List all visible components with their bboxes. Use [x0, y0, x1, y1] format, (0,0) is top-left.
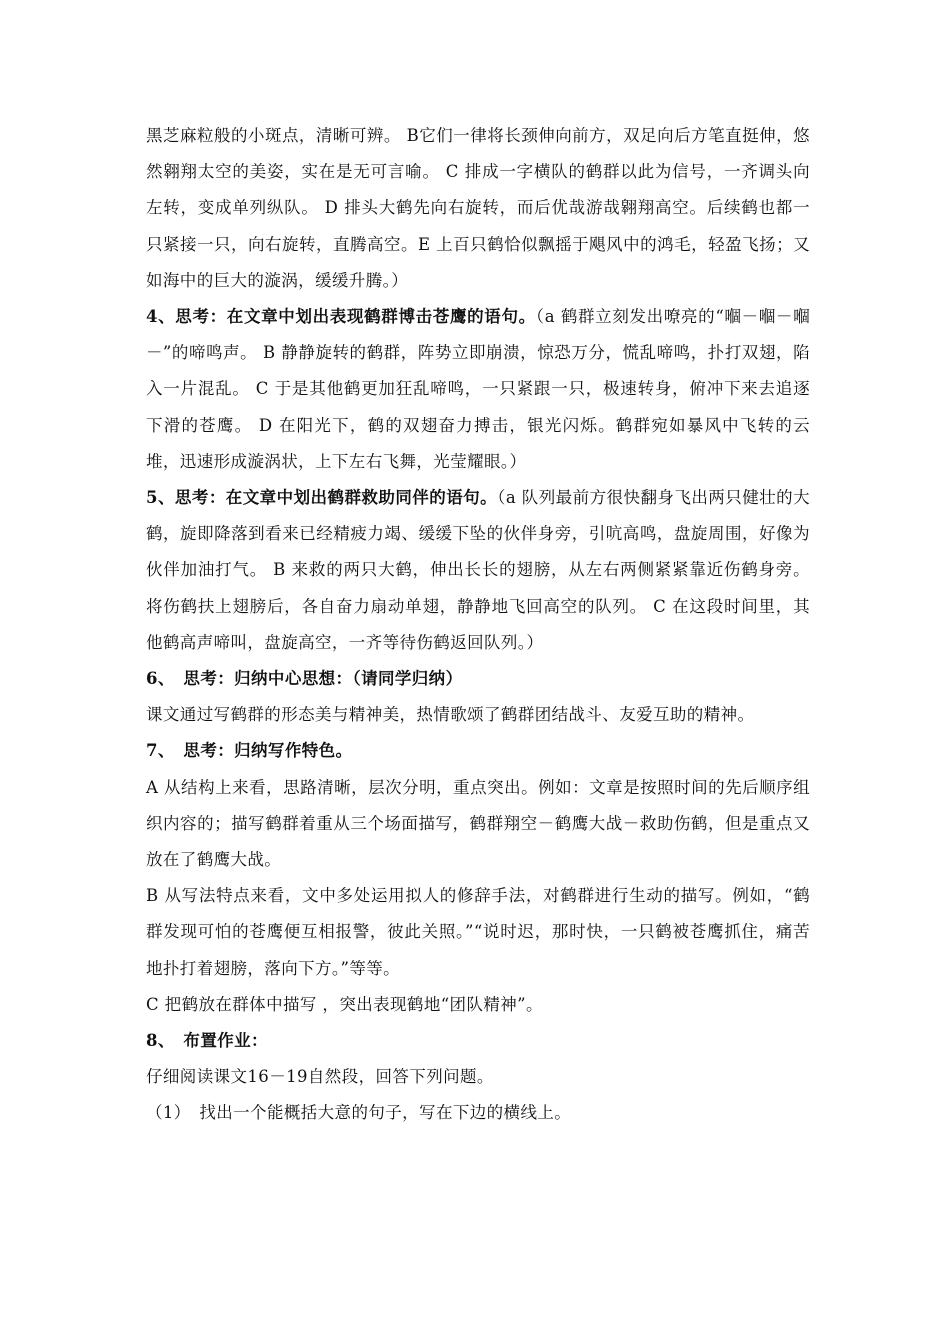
- question-8-text: 仔细阅读课文16－19自然段，回答下列问题。: [146, 1067, 494, 1087]
- paragraph-q3-answer-continued: 黑芝麻粒般的小斑点，清晰可辨。 B它们一律将长颈伸向前方，双足向后方笔直挺伸，悠然翱翔太空的美姿，实在是无可言喻。 C 排成一字横队的鹤群以此为信号，一齐调头向左转，变成单列纵队。 D 排头大鹤先向右旋转，而后优哉游哉翱翔高空。后续鹤也都一只紧接一只，向右旋转，直腾高空。E 上百只鹤恰似飘摇于飓风中的鸿毛，轻盈飞扬；又如海中的巨大的漩涡，缓缓升腾。）: [146, 126, 810, 290]
- question-4: [146, 299, 810, 480]
- question-5-answer: （a 队列最前方很快翻身飞出两只健壮的大鹤，旋即降落到看来已经精疲力竭、缓缓下坠的伙伴身旁，引吭高鸣，盘旋周围，好像为伙伴加油打气。 B 来救的两只大鹤，伸出长长的翅膀，从左右两侧紧紧靠近伤鹤身旁。将伤鹤扶上翅膀后，各自奋力扇动单翅，静静地飞回高空的队列。 C 在这段时间里，其他鹤高声啼叫，盘旋高空，一齐等待伤鹤返回队列。）: [146, 488, 810, 652]
- question-7-point-c: C 把鹤放在群体中描写 ，突出表现鹤地“团队精神”。: [146, 994, 543, 1014]
- question-7-point-b: B 从写法特点来看，文中多处运用拟人的修辞手法，对鹤群进行生动的描写。例如，“鹤群发现可怕的苍鹰便互相报警，彼此关照。”“说时迟，那时快，一只鹤被苍鹰抓住，痛苦地扑打着翅膀，落向下方。”等等。: [146, 886, 810, 978]
- document-body: [146, 118, 810, 1132]
- question-5: [146, 480, 810, 661]
- question-5-heading: 5、思考：在文章中划出鹤群救助同伴的语句。: [146, 488, 498, 508]
- question-8-heading: 8、 布置作业：: [146, 1031, 268, 1051]
- question-6-heading: 6、 思考：归纳中心思想：（请同学归纳）: [146, 669, 463, 689]
- question-7-point-a: A 从结构上来看，思路清晰，层次分明，重点突出。例如：文章是按照时间的先后顺序组织内容的；描写鹤群着重从三个场面描写，鹤群翔空－鹤鹰大战－救助伤鹤，但是重点又放在了鹤鹰大战。: [146, 777, 810, 870]
- question-7-heading: 7、 思考：归纳写作特色。: [146, 741, 353, 761]
- question-8-item-1: （1） 找出一个能概括大意的句子，写在下边的横线上。: [146, 1103, 572, 1123]
- question-4-answer: （a 鹤群立刻发出嘹亮的“嗰－嗰－嗰－”的啼鸣声。 B 静静旋转的鹤群，阵势立即崩溃，惊恐万分，慌乱啼鸣，扑打双翅，陷入一片混乱。 C 于是其他鹤更加狂乱啼鸣，一只紧跟一只，极速转身，俯冲下来去追逐下滑的苍鹰。 D 在阳光下，鹤的双翅奋力搏击，银光闪烁。鹤群宛如暴风中飞转的云堆，迅速形成漩涡状，上下左右飞舞，光莹耀眼。）: [146, 307, 810, 471]
- question-6-answer: 课文通过写鹤群的形态美与精神美，热情歌颂了鹤群团结战斗、友爱互助的精神。: [146, 705, 755, 725]
- question-4-heading: 4、思考：在文章中划出表现鹤群博击苍鹰的语句。: [146, 307, 536, 327]
